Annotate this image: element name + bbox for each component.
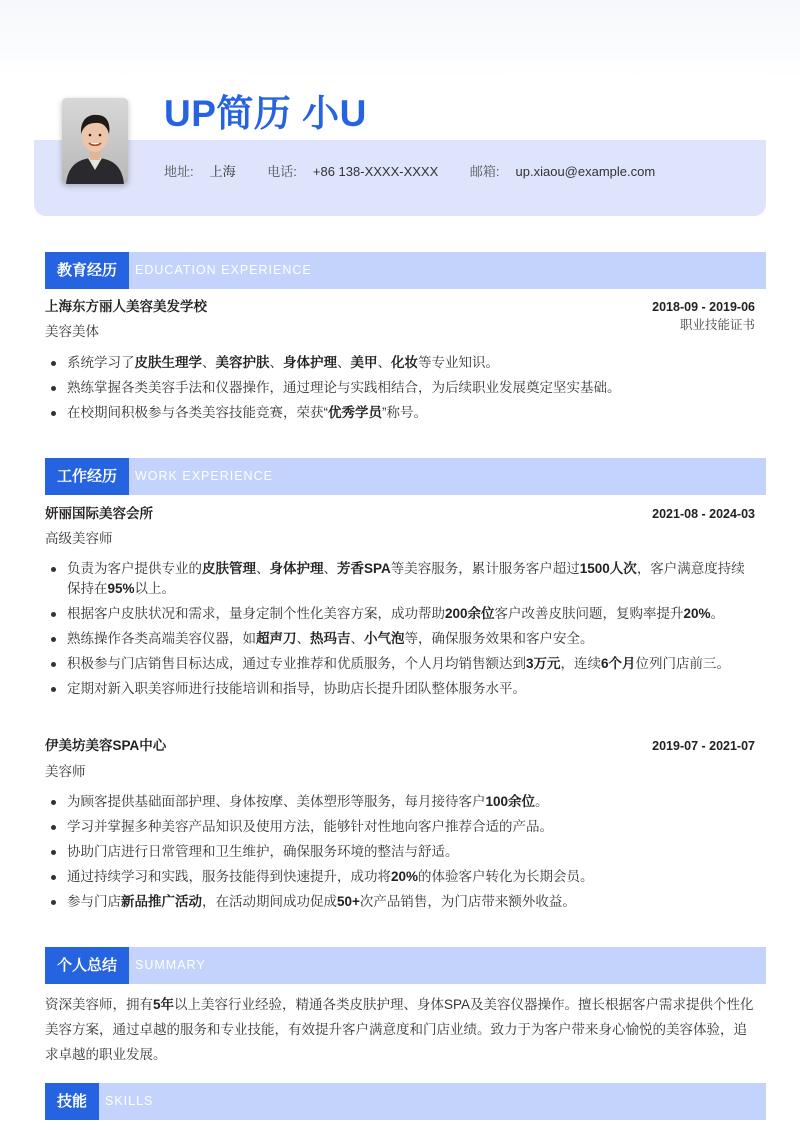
bullet-item: 在校期间积极参与各类美容技能竞赛，荣获“优秀学员”称号。 bbox=[45, 403, 750, 423]
bullet-item: 系统学习了皮肤生理学、美容护肤、身体护理、美甲、化妆等专业知识。 bbox=[45, 353, 750, 373]
school-name: 上海东方丽人美容美发学校 bbox=[45, 299, 207, 314]
job-bullets bbox=[45, 559, 750, 704]
bullet-item: 协助门店进行日常管理和卫生维护，确保服务环境的整洁与舒适。 bbox=[45, 842, 750, 862]
job-bullets bbox=[45, 792, 750, 917]
section-title-en: SKILLS bbox=[105, 1094, 154, 1108]
bullet-item: 熟练掌握各类美容手法和仪器操作，通过理论与实践相结合，为后续职业发展奠定坚实基础。 bbox=[45, 378, 750, 398]
bullet-item: 熟练操作各类高端美容仪器，如超声刀、热玛吉、小气泡等，确保服务效果和客户安全。 bbox=[45, 629, 750, 649]
phone-label: 电话: bbox=[267, 164, 297, 179]
education-date: 2018-09 - 2019-06 bbox=[652, 300, 755, 314]
job-date: 2019-07 - 2021-07 bbox=[652, 739, 755, 753]
address-value: 上海 bbox=[209, 164, 236, 179]
contact-info bbox=[164, 162, 683, 182]
section-title-en: SUMMARY bbox=[135, 958, 206, 972]
address-label: 地址: bbox=[164, 164, 194, 179]
bullet-item: 为顾客提供基础面部护理、身体按摩、美体塑形等服务，每月接待客户100余位。 bbox=[45, 792, 750, 812]
bullet-item: 定期对新入职美容师进行技能培训和指导，协助店长提升团队整体服务水平。 bbox=[45, 679, 750, 699]
email-value[interactable]: up.xiaou@example.com bbox=[515, 164, 656, 179]
section-title-en: WORK EXPERIENCE bbox=[135, 469, 273, 483]
bullet-item: 根据客户皮肤状况和需求，量身定制个性化美容方案，成功帮助200余位客户改善皮肤问题，复购率提升20%。 bbox=[45, 604, 750, 624]
work-section-header bbox=[45, 458, 766, 495]
education-section-header bbox=[45, 252, 766, 289]
section-title-zh: 工作经历 bbox=[45, 458, 129, 495]
bullet-item: 负责为客户提供专业的皮肤管理、身体护理、芳香SPA等美容服务，累计服务客户超过1500人次，客户满意度持续保持在95%以上。 bbox=[45, 559, 750, 599]
job-position: 高级美容师 bbox=[45, 531, 113, 546]
job-company: 妍丽国际美容会所 bbox=[45, 506, 153, 521]
education-major: 美容美体 bbox=[45, 324, 99, 339]
section-title-zh: 个人总结 bbox=[45, 947, 129, 984]
education-bullets bbox=[45, 353, 750, 428]
section-title-zh: 技能 bbox=[45, 1083, 99, 1120]
skills-section-header bbox=[45, 1083, 766, 1120]
job-company: 伊美坊美容SPA中心 bbox=[45, 738, 167, 753]
job-position: 美容师 bbox=[45, 764, 86, 779]
candidate-name: UP简历 小U bbox=[164, 93, 367, 134]
summary-text: 资深美容师，拥有5年以上美容行业经验，精通各类皮肤护理、身体SPA及美容仪器操作。擅长根据客户需求提供个性化美容方案，通过卓越的服务和专业技能，有效提升客户满意度和门店业绩。致力于为客户带来身心愉悦的美容体验，追求卓越的职业发展。 bbox=[45, 997, 754, 1062]
bullet-item: 积极参与门店销售目标达成，通过专业推荐和优质服务，个人月均销售额达到3万元，连续6个月位列门店前三。 bbox=[45, 654, 750, 674]
email-label: 邮箱: bbox=[469, 164, 500, 179]
education-degree: 职业技能证书 bbox=[679, 318, 755, 332]
summary-section-header bbox=[45, 947, 766, 984]
bullet-item: 通过持续学习和实践，服务技能得到快速提升，成功将20%的体验客户转化为长期会员。 bbox=[45, 867, 750, 887]
section-title-en: EDUCATION EXPERIENCE bbox=[135, 263, 312, 277]
job-date: 2021-08 - 2024-03 bbox=[652, 507, 755, 521]
section-title-zh: 教育经历 bbox=[45, 252, 129, 289]
bullet-item: 参与门店新品推广活动，在活动期间成功促成50+次产品销售，为门店带来额外收益。 bbox=[45, 892, 750, 912]
page-background bbox=[0, 0, 800, 80]
phone-value: +86 138-XXXX-XXXX bbox=[312, 164, 439, 179]
avatar bbox=[62, 98, 128, 184]
bullet-item: 学习并掌握多种美容产品知识及使用方法，能够针对性地向客户推荐合适的产品。 bbox=[45, 817, 750, 837]
